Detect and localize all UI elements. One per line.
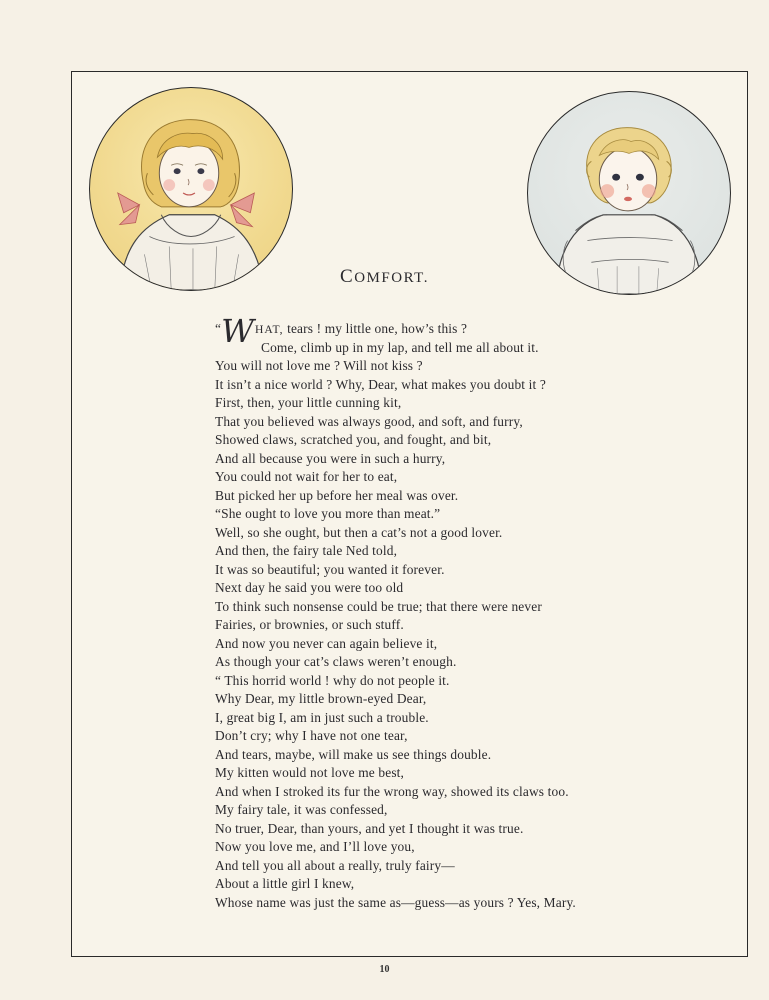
poem-line: It was so beautiful; you wanted it forever. [215, 561, 445, 577]
girl-portrait-icon [90, 88, 292, 290]
poem-line: As though your cat’s claws weren’t enough. [215, 654, 457, 669]
poem-line: Well, so she ought, but then a cat’s not a good lover. [215, 524, 503, 540]
poem-line: Why Dear, my little brown-eyed Dear, [215, 691, 427, 706]
girl-with-ribbons-illustration [89, 87, 293, 291]
poem-line: About a little girl I knew, [215, 876, 355, 891]
child-portrait-icon [528, 92, 730, 294]
poem-line: But picked her up before her meal was over. [215, 487, 459, 503]
poem-line: To think such nonsense could be true; that there were never [215, 598, 542, 614]
poem-line: Next day he said you were too old [215, 580, 404, 595]
poem-line: I, great big I, am in just such a trouble. [215, 709, 429, 725]
poem-line: “She ought to love you more than meat.” [215, 506, 441, 521]
poem-line: And when I stroked its fur the wrong way, showed its claws too. [215, 783, 569, 799]
poem-line: No truer, Dear, than yours, and yet I thought it was true. [215, 820, 524, 836]
first-word-small-caps: HAT, [254, 323, 284, 336]
poem-line: First, then, your little cunning kit, [215, 395, 402, 410]
poem-line: Come, climb up in my lap, and tell me all about it. [261, 339, 539, 355]
poem-line: Whose name was just the same as—guess—as yours ? Yes, Mary. [215, 894, 576, 910]
poem-line: “ This horrid world ! why do not people it. [215, 672, 450, 688]
poem-line: My fairy tale, it was confessed, [215, 802, 388, 817]
poem-line: Showed claws, scratched you, and fought, and bit, [215, 432, 492, 447]
poem-line: You will not love me ? Will not kiss ? [215, 358, 423, 373]
poem-line: And tears, maybe, will make us see things double. [215, 746, 492, 762]
poem-body [215, 312, 685, 912]
poem-line: It isn’t a nice world ? Why, Dear, what makes you doubt it ? [215, 376, 546, 392]
poem-line: Fairies, or brownies, or such stuff. [215, 617, 404, 632]
page-number: 10 [379, 964, 390, 975]
poem-line: And then, the fairy tale Ned told, [215, 543, 398, 558]
title-initial: C [340, 266, 355, 287]
poem-line: That you believed was always good, and soft, and furry, [215, 413, 523, 429]
poem-line: Now you love me, and I’ll love you, [215, 839, 415, 854]
drop-cap: W [221, 312, 254, 350]
poem-line: And tell you all about a really, truly fairy— [215, 857, 455, 873]
poem-line: And all because you were in such a hurry, [215, 450, 446, 466]
poem-line: My kitten would not love me best, [215, 765, 405, 780]
title-rest: OMFORT. [354, 270, 429, 286]
poem-line: You could not wait for her to eat, [215, 469, 398, 484]
poem-title [0, 266, 769, 288]
poem-line: And now you never can again believe it, [215, 635, 438, 651]
curly-child-illustration [527, 91, 731, 295]
first-line-rest: tears ! my little one, how’s this ? [283, 321, 468, 336]
poem-line: Don’t cry; why I have not one tear, [215, 728, 408, 743]
opening-quote: “ [215, 321, 222, 336]
